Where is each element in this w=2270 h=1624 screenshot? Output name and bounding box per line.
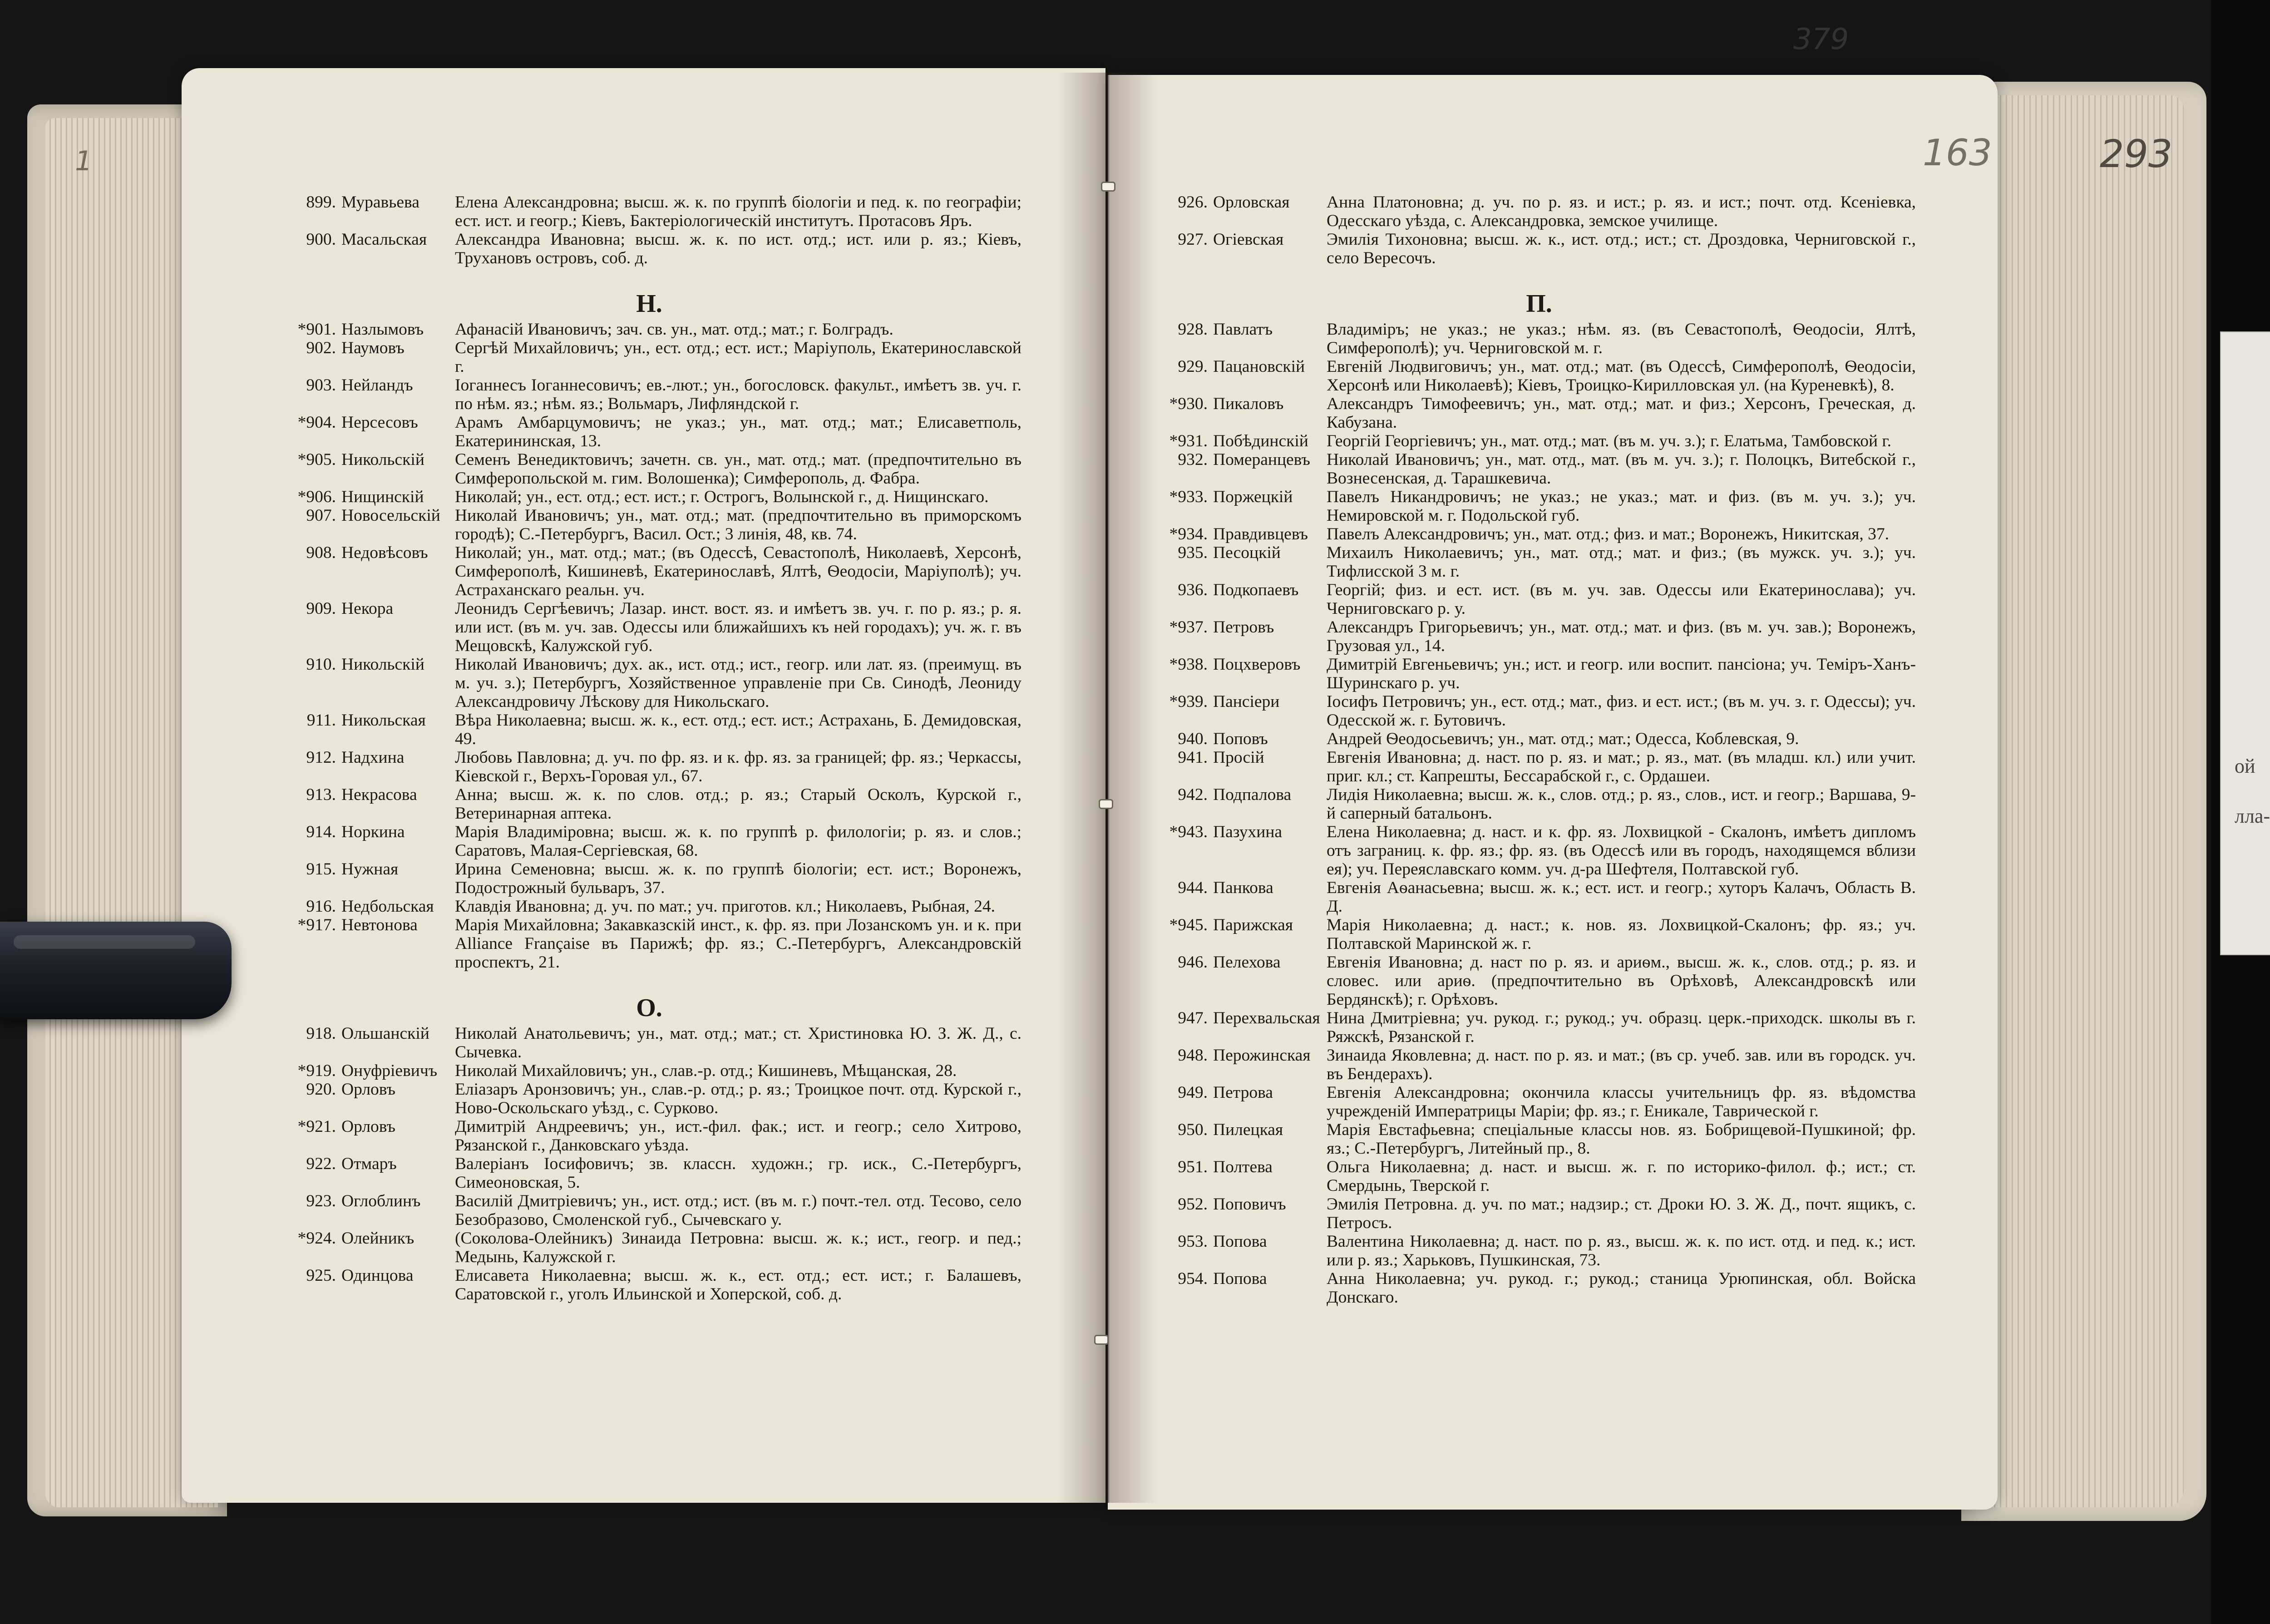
register-entry [1162, 543, 1916, 581]
entry-number: 903. [306, 376, 336, 395]
entry-surname: Попова [1213, 1269, 1267, 1288]
register-entry [1162, 823, 1916, 879]
left-page-text [277, 193, 1022, 1303]
entry-details: Павелъ Никандровичъ; не указ.; не указ.; мат. и физ. (въ м. уч. з.); уч. Немировской м. г. Подольской губ. [1327, 488, 1916, 525]
entry-surname: Парижская [1213, 916, 1293, 934]
entry-surname: Правдивцевъ [1213, 525, 1308, 543]
entry-surname: Поржецкій [1213, 488, 1293, 506]
entry-number: 927. [1178, 230, 1208, 249]
register-entry [1162, 488, 1916, 525]
entry-details: Павелъ Александровичъ; ун., мат. отд.; физ. и мат.; Воронежъ, Никитская, 37. [1327, 525, 1889, 543]
entry-details: Ольга Николаевна; д. наст. и высш. ж. г. по историко-филол. ф.; ист.; ст. Смердынь, Тверской г. [1327, 1158, 1916, 1195]
entry-surname: Полтева [1213, 1158, 1273, 1176]
entry-number: 913. [306, 785, 336, 804]
entry-details: Василій Дмитріевичъ; ун., ист. отд.; ист. (въ м. г.) почт.-тел. отд. Тесово, село Безобразово, Смоленской губ., Сычевскаго у. [455, 1192, 1022, 1229]
entry-number: *919. [297, 1061, 336, 1080]
entry-number: 899. [306, 193, 336, 212]
entry-details: Евгенія Аѳанасьевна; высш. ж. к.; ест. ист. и геогр.; хуторъ Калачъ, Область В. Д. [1327, 879, 1916, 916]
entry-number: 926. [1178, 193, 1208, 212]
entry-number: 954. [1178, 1269, 1208, 1288]
entry-surname: Павлатъ [1213, 320, 1273, 339]
entry-surname: Нищинскій [341, 488, 424, 506]
register-entry [1162, 320, 1916, 357]
entry-details: Николай Анатольевичъ; ун., мат. отд.; мат.; ст. Христиновка Ю. З. Ж. Д., с. Сычевка. [455, 1024, 1022, 1061]
entry-surname: Пикаловъ [1213, 395, 1284, 413]
entry-surname: Поповичъ [1213, 1195, 1286, 1214]
register-entry [277, 897, 1022, 916]
entry-number: 932. [1178, 450, 1208, 469]
top-stamp-number: 379 [1793, 23, 1849, 56]
entry-details: Клавдія Ивановна; д. уч. по мат.; уч. приготов. кл.; Николаевъ, Рыбная, 24. [455, 897, 996, 916]
entry-details: Андрей Ѳеодосьевичъ; ун., мат. отд.; мат.; Одесса, Коблевская, 9. [1327, 730, 1799, 748]
entry-details: Александръ Тимофеевичъ; ун., мат. отд.; мат. и физ.; Херсонъ, Греческая, д. Кабузана. [1327, 395, 1916, 432]
entry-surname: Никольскій [341, 450, 424, 469]
entry-surname: Подкопаевъ [1213, 581, 1299, 599]
register-entry [1162, 1009, 1916, 1046]
entry-details: Георгій; физ. и ест. ист. (въ м. уч. зав. Одессы или Екатеринослава); уч. Черниговскаго р. у. [1327, 581, 1916, 618]
entry-surname: Пазухина [1213, 823, 1283, 841]
right-folio-ink: 293 [2100, 132, 2173, 176]
register-entry [1162, 1158, 1916, 1195]
entry-details: Семенъ Венедиктовичъ; зачетн. св. ун., мат. отд.; мат. (предпочтительно въ Симферопольской м. гим. Волошенка); Симферополь, д. Фабра. [455, 450, 1022, 488]
entry-surname: Пелехова [1213, 953, 1281, 972]
entry-number: 912. [306, 748, 336, 767]
register-entry [1162, 230, 1916, 267]
entry-surname: Перожинская [1213, 1046, 1311, 1065]
entry-details: Александръ Григорьевичъ; ун., мат. отд.; мат. и физ. (въ м. уч. зав.); Воронежъ, Грузовая ул., 14. [1327, 618, 1916, 655]
entry-surname: Масальская [341, 230, 427, 249]
entry-details: Валеріанъ Іосифовичъ; зв. классн. художн.; гр. иск., С.-Петербургъ, Симеоновская, 5. [455, 1155, 1022, 1192]
entry-surname: Орловъ [341, 1117, 395, 1136]
entry-surname: Муравьева [341, 193, 419, 212]
register-entry [1162, 525, 1916, 543]
register-entry [277, 1155, 1022, 1192]
register-entry [277, 488, 1022, 506]
entry-surname: Петровъ [1213, 618, 1274, 637]
entry-number: 908. [306, 543, 336, 562]
entry-details: Еліазаръ Аронзовичъ; ун., слав.-р. отд.; р. яз.; Троицкое почт. отд. Курской г., Ново-Оскольскаго уѣзд., с. Сурково. [455, 1080, 1022, 1117]
register-entry [277, 1117, 1022, 1155]
entry-number: 915. [306, 860, 336, 879]
entry-number: *901. [297, 320, 336, 339]
entry-details: Анна Платоновна; д. уч. по р. яз. и ист.; р. яз. и ист.; почт. отд. Ксеніевка, Одесскаго уѣзда, с. Александровка, земское училище. [1327, 193, 1916, 230]
entry-surname: Подпалова [1213, 785, 1292, 804]
entry-number: *938. [1169, 655, 1208, 674]
entry-number: *930. [1169, 395, 1208, 413]
entry-details: Марія Михайловна; Закавказскій инст., к. фр. яз. при Лозанскомъ ун. и к. при Alliance Française въ Парижѣ; фр. яз.; С.-Петербургъ, Александровскій проспектъ, 21. [455, 916, 1022, 972]
entry-surname: Пансіери [1213, 692, 1280, 711]
entry-number: *917. [297, 916, 336, 934]
entry-details: Евгенія Ивановна; д. наст по р. яз. и ариѳм., высш. ж. к., слов. отд.; р. яз. и словес. или ариѳ. (предпочтительно въ Орѣховѣ, Александровскѣ или Бердянскѣ); г. Орѣховъ. [1327, 953, 1916, 1009]
entry-number: 942. [1178, 785, 1208, 804]
entry-surname: Поповъ [1213, 730, 1268, 748]
entry-details: Афанасій Ивановичъ; зач. св. ун., мат. отд.; мат.; г. Болградъ. [455, 320, 893, 339]
entry-details: Іоганнесъ Іоганнесовичъ; ев.-лют.; ун., богословск. факульт., имѣетъ зв. уч. г. по нѣм. яз.; нѣм. яз.; Вольмаръ, Лифляндской г. [455, 376, 1022, 413]
entry-details: Николай Ивановичъ; ун., мат. отд., мат. (въ м. уч. з.); г. Полоцкъ, Витебской г., Вознесенская, д. Тарашкевича. [1327, 450, 1916, 488]
register-entry [277, 320, 1022, 339]
entry-surname: Нужная [341, 860, 399, 879]
entry-details: Марія Николаевна; д. наст.; к. нов. яз. Лохвицкой-Скалонъ; фр. яз.; уч. Полтавской Маринской ж. г. [1327, 916, 1916, 953]
entry-details: Лидія Николаевна; высш. ж. к., слов. отд.; р. яз., слов., ист. и геогр.; Варшава, 9-й саперный батальонъ. [1327, 785, 1916, 823]
entry-surname: Орловская [1213, 193, 1290, 212]
entry-surname: Оглоблинъ [341, 1192, 421, 1210]
entry-number: 949. [1178, 1083, 1208, 1102]
register-entry [1162, 730, 1916, 748]
register-entry [277, 230, 1022, 267]
entry-surname: Петрова [1213, 1083, 1273, 1102]
entry-details: Владиміръ; не указ.; не указ.; нѣм. яз. (въ Севастополѣ, Ѳеодосіи, Ялтѣ, Симферополѣ); уч. Черниговской м. г. [1327, 320, 1916, 357]
entry-number: 928. [1178, 320, 1208, 339]
entry-number: 948. [1178, 1046, 1208, 1065]
register-entry [277, 655, 1022, 711]
entry-surname: Померанцевъ [1213, 450, 1310, 469]
register-entry [1162, 357, 1916, 395]
note-fragment: лла- [2235, 805, 2270, 827]
entry-number: 952. [1178, 1195, 1208, 1214]
entry-surname: Нейландъ [341, 376, 413, 395]
entry-details: (Соколова-Олейникъ) Зинаида Петровна: высш. ж. к.; ист., геогр. и пед.; Медынь, Калужской г. [455, 1229, 1022, 1266]
entry-details: Николай Ивановичъ; ун., мат. отд.; мат. (предпочтительно въ приморскомъ городѣ); С.-Петербургъ, Васил. Ост.; 3 линія, 48, кв. 74. [455, 506, 1022, 543]
entry-details: Николай Ивановичъ; дух. ак., ист. отд.; ист., геогр. или лат. яз. (преимущ. въ м. уч. з.); Петербургъ, Хозяйственное управленіе при Св. Синодѣ, Леониду Александровичу Лѣскову для Никольскаго. [455, 655, 1022, 711]
entry-details: Анна; высш. ж. к. по слов. отд.; р. яз.; Старый Осколъ, Курской г., Ветеринарная аптека. [455, 785, 1022, 823]
entry-number: 925. [306, 1266, 336, 1285]
binding-strap [0, 922, 232, 1019]
register-entry [277, 916, 1022, 972]
entry-number: 902. [306, 339, 336, 357]
register-entry [1162, 692, 1916, 730]
entry-surname: Новосельскій [341, 506, 440, 525]
register-entry [277, 823, 1022, 860]
section-letter-heading: О. [636, 994, 662, 1022]
entry-surname: Некрасова [341, 785, 417, 804]
register-entry [277, 413, 1022, 450]
entry-surname: Олейникъ [341, 1229, 415, 1248]
entries-group [277, 193, 1022, 267]
register-entry [1162, 395, 1916, 432]
entry-details: Марія Владиміровна; высш. ж. к. по группѣ р. филологіи; р. яз. и слов.; Саратовъ, Малая-Сергіевская, 68. [455, 823, 1022, 860]
register-entry [277, 450, 1022, 488]
entry-surname: Побѣдинскій [1213, 432, 1308, 450]
entries-group [1162, 320, 1916, 1307]
register-entry [277, 711, 1022, 748]
entry-details: Эмилія Петровна. д. уч. по мат.; надзир.; ст. Дроки Ю. З. Ж. Д., почт. ящикъ, с. Петросъ. [1327, 1195, 1916, 1232]
register-entry [1162, 1269, 1916, 1307]
entry-details: Елена Александровна; высш. ж. к. по группѣ біологіи и пед. к. по географіи; ест. ист. и геогр.; Кіевъ, Бактеріологическій институтъ. Протасовъ Яръ. [455, 193, 1022, 230]
entry-number: *904. [297, 413, 336, 432]
entry-surname: Панкова [1213, 879, 1273, 897]
entry-number: 940. [1178, 730, 1208, 748]
entry-details: Нина Дмитріевна; уч. рукод. г.; рукод.; уч. образц. церк.-приходск. школы въ г. Ряжскѣ, Рязанской г. [1327, 1009, 1916, 1046]
register-entry [1162, 879, 1916, 916]
entry-number: 910. [306, 655, 336, 674]
entry-surname: Онуфріевичъ [341, 1061, 438, 1080]
entry-number: 935. [1178, 543, 1208, 562]
register-entry [277, 860, 1022, 897]
entry-surname: Недбольская [341, 897, 434, 916]
entry-surname: Недовѣсовъ [341, 543, 428, 562]
entry-details: Валентина Николаевна; д. наст. по р. яз., высш. ж. к. по ист. отд. и пед. к.; ист. или р. яз.; Харьковъ, Пушкинская, 73. [1327, 1232, 1916, 1269]
entry-surname: Поцхверовъ [1213, 655, 1301, 674]
entry-number: *934. [1169, 525, 1208, 543]
entry-surname: Надхина [341, 748, 405, 767]
entry-number: *945. [1169, 916, 1208, 934]
entry-number: 929. [1178, 357, 1208, 376]
entry-number: 911. [306, 711, 336, 730]
entry-details: Сергѣй Михайловичъ; ун., ест. отд.; ест. ист.; Маріуполь, Екатеринославской г. [455, 339, 1022, 376]
entry-details: Вѣра Николаевна; высш. ж. к., ест. отд.; ест. ист.; Астрахань, Б. Демидовская, 49. [455, 711, 1022, 748]
entry-number: 914. [306, 823, 336, 841]
entry-details: Георгій Георгіевичъ; ун., мат. отд.; мат. (въ м. уч. з.); г. Елатьма, Тамбовской г. [1327, 432, 1891, 450]
register-entry [1162, 193, 1916, 230]
register-entry [277, 543, 1022, 599]
register-entry [1162, 450, 1916, 488]
entry-number: 900. [306, 230, 336, 249]
entry-number: *931. [1169, 432, 1208, 450]
binding-stitch [1099, 799, 1113, 809]
entry-number: 916. [306, 897, 336, 916]
entry-surname: Пилецкая [1213, 1121, 1283, 1139]
entry-number: *906. [297, 488, 336, 506]
entry-number: 920. [306, 1080, 336, 1099]
entry-details: Николай; ун., мат. отд.; мат.; (въ Одессѣ, Севастополѣ, Николаевѣ, Херсонѣ, Симферополѣ, Кишиневѣ, Екатеринославѣ, Ялтѣ, Ѳеодосіи, Маріуполѣ); уч. Астраханскаго реальн. уч. [455, 543, 1022, 599]
entry-surname: Некора [341, 599, 394, 618]
entry-details: Димитрій Андреевичъ; ун., ист.-фил. фак.; ист. и геогр.; село Хитрово, Рязанской г., Данковскаго уѣзда. [455, 1117, 1022, 1155]
entry-details: Анна Николаевна; уч. рукод. г.; рукод.; станица Урюпинская, обл. Войска Донскаго. [1327, 1269, 1916, 1307]
entry-details: Евгеній Людвиговичъ; ун., мат. отд.; мат. (въ Одессѣ, Симферополѣ, Ѳеодосіи, Херсонѣ или Николаевѣ); Кіевъ, Троицко-Кирилловская ул. (на Куреневкѣ), 8. [1327, 357, 1916, 395]
entry-number: 936. [1178, 581, 1208, 599]
entry-number: 951. [1178, 1158, 1208, 1176]
entry-surname: Ольшанскій [341, 1024, 429, 1043]
register-entry [277, 193, 1022, 230]
entry-details: Эмилія Тихоновна; высш. ж. к., ист. отд.; ист.; ст. Дроздовка, Черниговской г., село Вересочъ. [1327, 230, 1916, 267]
note-fragment: ой [2235, 755, 2255, 777]
loose-paper-note [2220, 331, 2270, 955]
register-entry [277, 785, 1022, 823]
entry-surname: Нерсесовъ [341, 413, 418, 432]
entry-number: 946. [1178, 953, 1208, 972]
entry-number: *921. [297, 1117, 336, 1136]
register-entry [277, 339, 1022, 376]
register-entry [277, 1229, 1022, 1266]
entry-details: Зинаида Яковлевна; д. наст. по р. яз. и мат.; (въ ср. учеб. зав. или въ городск. уч. въ Бендерахъ). [1327, 1046, 1916, 1083]
entry-number: 941. [1178, 748, 1208, 767]
entry-details: Елисавета Николаевна; высш. ж. к., ест. отд.; ест. ист.; г. Балашевъ, Саратовской г., уголъ Ильинской и Хоперской, соб. д. [455, 1266, 1022, 1303]
register-entry [277, 1024, 1022, 1061]
register-entry [277, 1192, 1022, 1229]
entry-number: *924. [297, 1229, 336, 1248]
entry-details: Марія Евстафьевна; спеціальные классы нов. яз. Бобрищевой-Пушкиной; фр. яз.; С.-Петербургъ, Литейный пр., 8. [1327, 1121, 1916, 1158]
register-entry [1162, 1121, 1916, 1158]
entry-number: 923. [306, 1192, 336, 1210]
right-folio-pencil: 163 [1923, 132, 1992, 174]
entry-surname: Никольскій [341, 655, 424, 674]
register-entry [277, 599, 1022, 655]
entry-number: 953. [1178, 1232, 1208, 1251]
register-entry [1162, 1195, 1916, 1232]
register-entry [1162, 618, 1916, 655]
right-page-text [1162, 193, 1916, 1307]
register-entry [1162, 432, 1916, 450]
entry-details: Леонидъ Сергѣевичъ; Лазар. инст. вост. яз. и имѣетъ зв. уч. г. по р. яз.; р. я. или ист. (въ м. уч. зав. Одессы или ближайшихъ къ ней городахъ); уч. ж. г. въ Мещовскѣ, Калужской губ. [455, 599, 1022, 655]
binding-stitch [1101, 182, 1115, 192]
entry-number: 944. [1178, 879, 1208, 897]
register-entry [277, 1080, 1022, 1117]
entry-number: 907. [306, 506, 336, 525]
register-entry [1162, 785, 1916, 823]
entry-details: Михаилъ Николаевичъ; ун., мат. отд.; мат. и физ.; (въ мужск. уч. з.); уч. Тифлисской 3 м. г. [1327, 543, 1916, 581]
register-entry [277, 506, 1022, 543]
register-entry [1162, 1232, 1916, 1269]
register-entry [1162, 916, 1916, 953]
section-letter-heading: Н. [636, 290, 662, 318]
entry-surname: Никольская [341, 711, 426, 730]
entry-number: *933. [1169, 488, 1208, 506]
entry-number: *905. [297, 450, 336, 469]
entry-number: 950. [1178, 1121, 1208, 1139]
entry-surname: Просій [1213, 748, 1264, 767]
entry-details: Іосифъ Петровичъ; ун., ест. отд.; мат., физ. и ест. ист.; (въ м. уч. з. г. Одессы); уч. Одесской ж. г. Бутовичъ. [1327, 692, 1916, 730]
entry-surname: Пацановскій [1213, 357, 1305, 376]
book-gutter [1058, 73, 1158, 1503]
entry-surname: Песоцкій [1213, 543, 1281, 562]
entries-group [277, 1024, 1022, 1303]
register-entry [1162, 1083, 1916, 1121]
section-letter-heading: П. [1526, 290, 1552, 318]
entry-number: 947. [1178, 1009, 1208, 1027]
entry-details: Николай; ун., ест. отд.; ест. ист.; г. Острогъ, Волынской г., д. Нищинскаго. [455, 488, 989, 506]
entry-details: Димитрій Евгеньевичъ; ун.; ист. и геогр. или воспит. пансіона; уч. Теміръ-Ханъ-Шуринскаго р. уч. [1327, 655, 1916, 692]
register-entry [277, 748, 1022, 785]
entry-details: Арамъ Амбарцумовичъ; не указ.; ун., мат. отд.; мат.; Елисаветполь, Екатерининская, 13. [455, 413, 1022, 450]
entry-number: 909. [306, 599, 336, 618]
entry-number: 922. [306, 1155, 336, 1173]
entry-number: 918. [306, 1024, 336, 1043]
entry-details: Николай Михайловичъ; ун., слав.-р. отд.; Кишиневъ, Мѣщанская, 28. [455, 1061, 957, 1080]
entry-details: Александра Ивановна; высш. ж. к. по ист. отд.; ист. или р. яз.; Кіевъ, Трухановъ островъ, соб. д. [455, 230, 1022, 267]
entry-surname: Невтонова [341, 916, 418, 934]
entry-surname: Огіевская [1213, 230, 1284, 249]
register-entry [277, 376, 1022, 413]
entry-surname: Наумовъ [341, 339, 405, 357]
entry-surname: Назлымовъ [341, 320, 424, 339]
register-entry [1162, 581, 1916, 618]
entry-number: *943. [1169, 823, 1208, 841]
entry-details: Любовь Павловна; д. уч. по фр. яз. и к. фр. яз. за границей; фр. яз.; Черкассы, Кіевской г., Верхъ-Горовая ул., 67. [455, 748, 1022, 785]
binding-stitch [1094, 1335, 1109, 1345]
register-entry [277, 1266, 1022, 1303]
entry-number: *937. [1169, 618, 1208, 637]
entries-group [277, 320, 1022, 972]
entry-details: Елена Николаевна; д. наст. и к. фр. яз. Лохвицкой - Скалонъ, имѣетъ дипломъ отъ заграниц. к. фр. яз.; фр. яз. (въ Одессѣ или въ городъ, находящемся вблизи ея); уч. Переяславскаго комм. уч. д-ра Шефтеля, Полтавской губ. [1327, 823, 1916, 879]
register-entry [1162, 655, 1916, 692]
strap-gloss [14, 935, 195, 949]
entries-group [1162, 193, 1916, 267]
entry-surname: Отмаръ [341, 1155, 397, 1173]
entry-number: *939. [1169, 692, 1208, 711]
register-entry [1162, 953, 1916, 1009]
left-pencil-number: 1 [75, 145, 93, 177]
register-entry [1162, 748, 1916, 785]
entry-details: Евгенія Ивановна; д. наст. по р. яз. и мат.; р. яз., мат. (въ младш. кл.) или учит. приг. кл.; ст. Капрешты, Бессарабской г., с. Ордашеи. [1327, 748, 1916, 785]
register-entry [1162, 1046, 1916, 1083]
right-page-edges [1966, 95, 2184, 1507]
entry-details: Евгенія Александровна; окончила классы учительницъ фр. яз. вѣдомства учрежденій Императрицы Маріи; фр. яз.; г. Еникале, Таврической г. [1327, 1083, 1916, 1121]
entry-surname: Одинцова [341, 1266, 414, 1285]
entry-surname: Попова [1213, 1232, 1267, 1251]
entry-surname: Норкина [341, 823, 405, 841]
register-entry [277, 1061, 1022, 1080]
entry-surname: Орловъ [341, 1080, 395, 1099]
entry-surname: Перехвальская [1213, 1009, 1320, 1027]
entry-details: Ирина Семеновна; высш. ж. к. по группѣ біологіи; ест. ист.; Воронежъ, Подострожный бульваръ, 37. [455, 860, 1022, 897]
